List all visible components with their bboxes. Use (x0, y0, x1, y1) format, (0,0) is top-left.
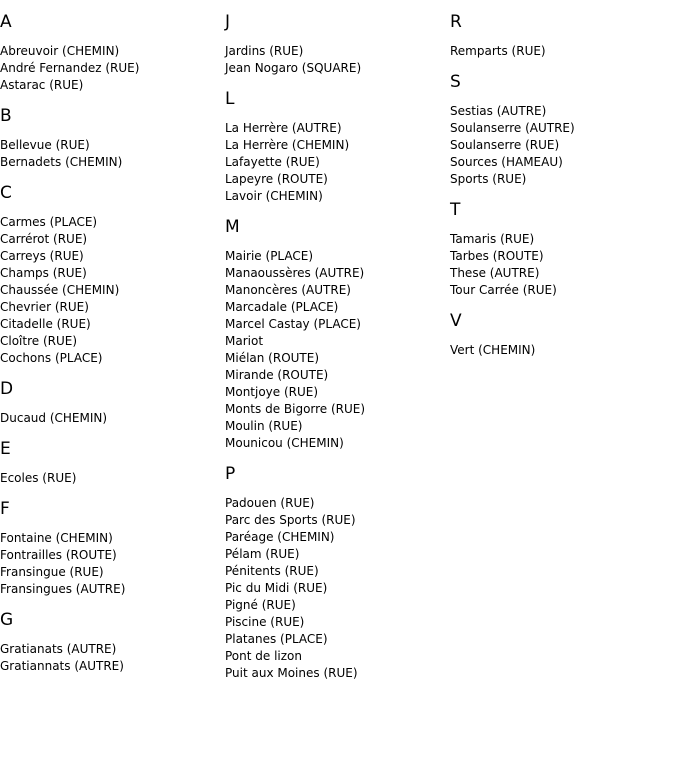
street-entry: Parc des Sports (RUE) (225, 513, 356, 527)
letter-heading: V (450, 311, 462, 331)
letter-section-p (225, 464, 445, 682)
street-entry: Carreys (RUE) (0, 249, 84, 263)
street-entry: Sports (RUE) (450, 172, 527, 186)
street-index-column-2 (225, 0, 445, 694)
street-entry: Abreuvoir (CHEMIN) (0, 44, 120, 58)
letter-section-d (0, 379, 220, 427)
street-entry: Carmes (PLACE) (0, 215, 98, 229)
street-entry: André Fernandez (RUE) (0, 61, 140, 75)
street-entry: Chevrier (RUE) (0, 300, 89, 314)
street-entry: These (AUTRE) (450, 266, 540, 280)
street-entry: Monts de Bigorre (RUE) (225, 402, 366, 416)
street-entry: Soulanserre (RUE) (450, 138, 560, 152)
street-entry: Pont de lizon (225, 649, 303, 663)
street-entry: La Herrère (AUTRE) (225, 121, 342, 135)
street-entry: Tamaris (RUE) (450, 232, 535, 246)
street-entry: Manaoussères (AUTRE) (225, 266, 365, 280)
letter-heading: G (0, 610, 14, 630)
street-list (450, 103, 675, 188)
letter-section-a (0, 12, 220, 94)
letter-section-c (0, 183, 220, 367)
street-entry: Bernadets (CHEMIN) (0, 155, 123, 169)
street-entry: Ducaud (CHEMIN) (0, 411, 108, 425)
street-entry: Pénitents (RUE) (225, 564, 319, 578)
street-entry: Puit aux Moines (RUE) (225, 666, 358, 680)
street-entry: Fontrailles (ROUTE) (0, 548, 117, 562)
street-entry: Pigné (RUE) (225, 598, 296, 612)
street-list (450, 231, 675, 299)
street-list (0, 530, 220, 598)
street-entry: Pic du Midi (RUE) (225, 581, 328, 595)
letter-section-s (450, 72, 675, 188)
street-list (0, 641, 220, 675)
letter-heading: T (450, 200, 461, 220)
letter-section-g (0, 610, 220, 675)
street-entry: Piscine (RUE) (225, 615, 305, 629)
street-list (225, 43, 445, 77)
street-entry: Miélan (ROUTE) (225, 351, 320, 365)
street-entry: Mounicou (CHEMIN) (225, 436, 344, 450)
street-list (450, 342, 675, 359)
letter-section-f (0, 499, 220, 598)
street-entry: Moulin (RUE) (225, 419, 303, 433)
letter-section-t (450, 200, 675, 299)
street-entry: Remparts (RUE) (450, 44, 546, 58)
street-entry: Marcadale (PLACE) (225, 300, 339, 314)
letter-section-e (0, 439, 220, 487)
street-entry: Pélam (RUE) (225, 547, 300, 561)
street-list (450, 43, 675, 60)
letter-heading: P (225, 464, 236, 484)
letter-heading: R (450, 12, 462, 32)
letter-section-j (225, 12, 445, 77)
letter-heading: J (225, 12, 231, 32)
street-entry: Fontaine (CHEMIN) (0, 531, 113, 545)
street-entry: Mirande (ROUTE) (225, 368, 329, 382)
street-list (0, 137, 220, 171)
street-entry: Lafayette (RUE) (225, 155, 320, 169)
street-entry: Paréage (CHEMIN) (225, 530, 335, 544)
street-entry: Lavoir (CHEMIN) (225, 189, 323, 203)
letter-section-m (225, 217, 445, 452)
street-list (0, 214, 220, 367)
street-entry: Bellevue (RUE) (0, 138, 90, 152)
street-entry: Vert (CHEMIN) (450, 343, 536, 357)
street-entry: Tarbes (ROUTE) (450, 249, 544, 263)
street-entry: Fransingue (RUE) (0, 565, 104, 579)
street-list (0, 43, 220, 94)
letter-heading: A (0, 12, 12, 32)
letter-section-v (450, 311, 675, 359)
street-entry: Carrérot (RUE) (0, 232, 88, 246)
street-entry: Platanes (PLACE) (225, 632, 328, 646)
street-entry: Padouen (RUE) (225, 496, 315, 510)
street-entry: Mariot (225, 334, 264, 348)
letter-heading: D (0, 379, 14, 399)
street-entry: Champs (RUE) (0, 266, 87, 280)
letter-heading: L (225, 89, 235, 109)
letter-heading: S (450, 72, 461, 92)
letter-heading: M (225, 217, 240, 237)
street-entry: Lapeyre (ROUTE) (225, 172, 328, 186)
letter-heading: E (0, 439, 11, 459)
street-entry: Cochons (PLACE) (0, 351, 103, 365)
street-entry: Mairie (PLACE) (225, 249, 314, 263)
street-index-column-3 (450, 0, 675, 371)
letter-heading: B (0, 106, 12, 126)
street-entry: Fransingues (AUTRE) (0, 582, 126, 596)
street-entry: Gratiannats (AUTRE) (0, 659, 124, 673)
street-list (225, 495, 445, 682)
street-entry: Tour Carrée (RUE) (450, 283, 557, 297)
street-entry: Ecoles (RUE) (0, 471, 77, 485)
letter-heading: F (0, 499, 10, 519)
street-list (0, 410, 220, 427)
street-list (0, 470, 220, 487)
street-entry: Manoncères (AUTRE) (225, 283, 351, 297)
street-entry: Jardins (RUE) (225, 44, 304, 58)
street-entry: Soulanserre (AUTRE) (450, 121, 575, 135)
letter-heading: C (0, 183, 12, 203)
street-entry: Citadelle (RUE) (0, 317, 91, 331)
street-entry: Jean Nogaro (SQUARE) (225, 61, 362, 75)
letter-section-r (450, 12, 675, 60)
letter-section-b (0, 106, 220, 171)
street-entry: La Herrère (CHEMIN) (225, 138, 350, 152)
street-entry: Chaussée (CHEMIN) (0, 283, 120, 297)
street-list (225, 248, 445, 452)
street-entry: Montjoye (RUE) (225, 385, 319, 399)
street-entry: Marcel Castay (PLACE) (225, 317, 361, 331)
street-entry: Astarac (RUE) (0, 78, 84, 92)
street-entry: Sestias (AUTRE) (450, 104, 547, 118)
street-list (225, 120, 445, 205)
street-index-column-1 (0, 0, 220, 687)
street-entry: Gratianats (AUTRE) (0, 642, 117, 656)
street-entry: Sources (HAMEAU) (450, 155, 563, 169)
street-entry: Cloître (RUE) (0, 334, 78, 348)
letter-section-l (225, 89, 445, 205)
